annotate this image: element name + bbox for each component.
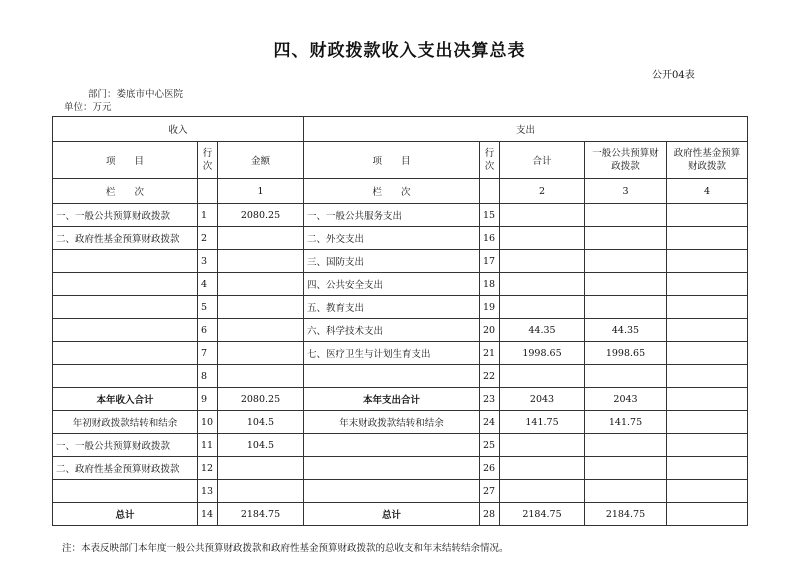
income-row-no: 13 — [198, 480, 218, 503]
income-item: 一、一般公共预算财政拨款 — [53, 204, 198, 227]
expense-gov-fund — [667, 296, 748, 319]
expense-total — [500, 480, 585, 503]
income-row-no: 3 — [198, 250, 218, 273]
expense-item: 本年支出合计 — [304, 388, 480, 411]
expense-total — [500, 457, 585, 480]
income-item: 二、政府性基金预算财政拨款 — [53, 457, 198, 480]
column-index-label: 栏 次 — [53, 179, 198, 204]
income-item: 一、一般公共预算财政拨款 — [53, 434, 198, 457]
income-item: 二、政府性基金预算财政拨款 — [53, 227, 198, 250]
income-row-no: 7 — [198, 342, 218, 365]
column-index-3: 3 — [585, 179, 667, 204]
expense-general-budget — [585, 434, 667, 457]
page-title: 四、财政拨款收入支出决算总表 — [273, 41, 526, 61]
expense-total: 141.75 — [500, 411, 585, 434]
income-item — [53, 365, 198, 388]
expense-general-budget — [585, 250, 667, 273]
income-item: 本年收入合计 — [53, 388, 198, 411]
expense-gov-fund — [667, 319, 748, 342]
expense-gov-fund — [667, 342, 748, 365]
income-amount: 104.5 — [218, 434, 304, 457]
income-amount — [218, 296, 304, 319]
income-amount: 2080.25 — [218, 388, 304, 411]
income-item: 年初财政拨款结转和结余 — [53, 411, 198, 434]
table-row — [53, 411, 748, 434]
expense-row-no: 16 — [480, 227, 500, 250]
expense-general-budget: 2184.75 — [585, 503, 667, 526]
expense-row-no: 28 — [480, 503, 500, 526]
table-row — [53, 296, 748, 319]
expense-item: 七、医疗卫生与计划生育支出 — [304, 342, 480, 365]
income-amount — [218, 365, 304, 388]
column-index-4: 4 — [667, 179, 748, 204]
expense-gov-fund — [667, 411, 748, 434]
expense-row-no: 22 — [480, 365, 500, 388]
income-row-no: 6 — [198, 319, 218, 342]
expense-general-budget: 2043 — [585, 388, 667, 411]
amount-header: 金额 — [218, 142, 304, 179]
column-index-1: 1 — [218, 179, 304, 204]
table-row — [53, 204, 748, 227]
expense-item: 四、公共安全支出 — [304, 273, 480, 296]
income-amount — [218, 250, 304, 273]
income-item-header: 项 目 — [53, 142, 198, 179]
expense-row-no: 19 — [480, 296, 500, 319]
expense-item — [304, 457, 480, 480]
income-item: 总计 — [53, 503, 198, 526]
expense-item: 一、一般公共服务支出 — [304, 204, 480, 227]
expense-row-no: 17 — [480, 250, 500, 273]
table-row — [53, 457, 748, 480]
expense-general-budget — [585, 296, 667, 319]
expense-general-budget: 141.75 — [585, 411, 667, 434]
income-row-no-header: 行次 — [198, 142, 218, 179]
expense-item: 五、教育支出 — [304, 296, 480, 319]
expense-row-no: 18 — [480, 273, 500, 296]
column-index-label-2: 栏 次 — [304, 179, 480, 204]
expense-item: 六、科学技术支出 — [304, 319, 480, 342]
income-item — [53, 250, 198, 273]
expense-general-budget — [585, 457, 667, 480]
income-amount — [218, 273, 304, 296]
table-row — [53, 388, 748, 411]
column-index-blank — [198, 179, 218, 204]
expense-total: 44.35 — [500, 319, 585, 342]
expense-gov-fund — [667, 204, 748, 227]
expense-item — [304, 480, 480, 503]
expense-item: 二、外交支出 — [304, 227, 480, 250]
expense-total — [500, 273, 585, 296]
expense-general-budget: 44.35 — [585, 319, 667, 342]
expense-row-no: 23 — [480, 388, 500, 411]
expense-total: 2043 — [500, 388, 585, 411]
expense-gov-fund — [667, 388, 748, 411]
expense-total — [500, 296, 585, 319]
expense-general-budget — [585, 204, 667, 227]
income-amount — [218, 319, 304, 342]
expense-row-no: 15 — [480, 204, 500, 227]
expense-total — [500, 204, 585, 227]
expense-gov-fund — [667, 365, 748, 388]
expense-gov-fund — [667, 457, 748, 480]
table-row — [53, 503, 748, 526]
expense-item — [304, 434, 480, 457]
expense-total — [500, 365, 585, 388]
table-row — [53, 480, 748, 503]
income-row-no: 12 — [198, 457, 218, 480]
income-item — [53, 319, 198, 342]
expense-general-budget — [585, 273, 667, 296]
expense-total — [500, 227, 585, 250]
income-amount: 2184.75 — [218, 503, 304, 526]
gov-fund-header: 政府性基金预算财政拨款 — [667, 142, 748, 179]
expense-item: 总计 — [304, 503, 480, 526]
expense-row-no: 27 — [480, 480, 500, 503]
income-amount — [218, 227, 304, 250]
expense-item: 年末财政拨款结转和结余 — [304, 411, 480, 434]
income-item — [53, 480, 198, 503]
income-row-no: 14 — [198, 503, 218, 526]
income-amount — [218, 480, 304, 503]
expense-general-budget — [585, 227, 667, 250]
income-row-no: 10 — [198, 411, 218, 434]
income-item — [53, 342, 198, 365]
expense-item — [304, 365, 480, 388]
table-row — [53, 250, 748, 273]
fiscal-summary-table — [52, 116, 748, 526]
expense-general-budget — [585, 480, 667, 503]
expense-row-no-header: 行次 — [480, 142, 500, 179]
income-item — [53, 273, 198, 296]
income-amount: 104.5 — [218, 411, 304, 434]
expense-general-budget: 1998.65 — [585, 342, 667, 365]
income-row-no: 8 — [198, 365, 218, 388]
department-label: 部门：娄底市中心医院 — [88, 89, 184, 100]
general-budget-header: 一般公共预算财政拨款 — [585, 142, 667, 179]
income-row-no: 5 — [198, 296, 218, 319]
expense-row-no: 26 — [480, 457, 500, 480]
income-row-no: 11 — [198, 434, 218, 457]
table-row — [53, 434, 748, 457]
expense-row-no: 25 — [480, 434, 500, 457]
expense-item: 三、国防支出 — [304, 250, 480, 273]
footnote: 注：本表反映部门本年度一般公共预算财政拨款和政府性基金预算财政拨款的总收支和年末结转结余情况。 — [62, 543, 509, 554]
income-amount — [218, 457, 304, 480]
expense-gov-fund — [667, 250, 748, 273]
expense-total — [500, 250, 585, 273]
total-header: 合计 — [500, 142, 585, 179]
unit-label: 单位：万元 — [64, 102, 112, 113]
income-item — [53, 296, 198, 319]
income-amount — [218, 342, 304, 365]
income-row-no: 2 — [198, 227, 218, 250]
table-row — [53, 227, 748, 250]
expense-gov-fund — [667, 434, 748, 457]
expense-total: 1998.65 — [500, 342, 585, 365]
expense-row-no: 24 — [480, 411, 500, 434]
column-index-blank-2 — [480, 179, 500, 204]
expense-total: 2184.75 — [500, 503, 585, 526]
income-row-no: 9 — [198, 388, 218, 411]
expense-gov-fund — [667, 503, 748, 526]
expense-gov-fund — [667, 480, 748, 503]
expense-section-header: 支出 — [304, 117, 748, 142]
expense-total — [500, 434, 585, 457]
expense-row-no: 20 — [480, 319, 500, 342]
income-row-no: 4 — [198, 273, 218, 296]
income-section-header: 收入 — [53, 117, 304, 142]
form-number: 公开04表 — [652, 70, 695, 81]
expense-row-no: 21 — [480, 342, 500, 365]
expense-gov-fund — [667, 227, 748, 250]
column-index-2: 2 — [500, 179, 585, 204]
income-row-no: 1 — [198, 204, 218, 227]
table-row — [53, 319, 748, 342]
expense-item-header: 项 目 — [304, 142, 480, 179]
income-amount: 2080.25 — [218, 204, 304, 227]
table-row — [53, 365, 748, 388]
table-row — [53, 273, 748, 296]
table-row — [53, 342, 748, 365]
expense-general-budget — [585, 365, 667, 388]
expense-gov-fund — [667, 273, 748, 296]
